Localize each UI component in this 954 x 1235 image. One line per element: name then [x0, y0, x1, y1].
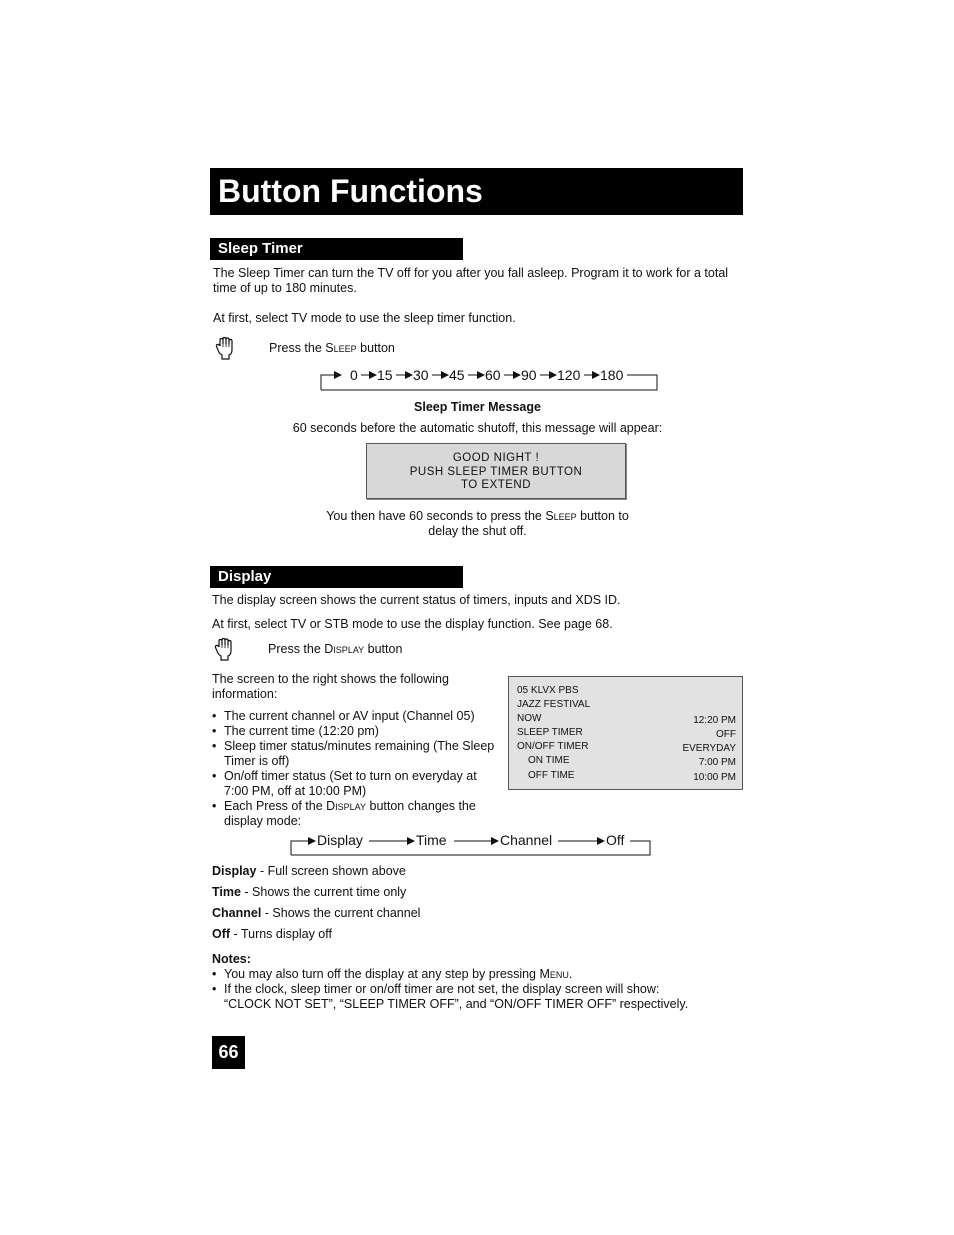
after-line2: delay the shut off.	[428, 524, 527, 538]
definition-row: Channel - Shows the current channel	[212, 906, 421, 920]
screen-row-onoff: ON/OFF TIMER EVERYDAY	[517, 741, 736, 754]
screen-intro-line1: The screen to the right shows the following	[212, 672, 449, 686]
definition-row: Off - Turns display off	[212, 927, 332, 941]
good-night-message-box	[366, 443, 626, 499]
after-prefix: You then have 60 seconds to press the	[326, 509, 546, 523]
sleep-message-heading: Sleep Timer Message	[414, 400, 541, 414]
message-line: PUSH SLEEP TIMER BUTTON	[409, 465, 583, 478]
cycle-value-label: 45	[449, 367, 465, 383]
list-item: • If the clock, sleep timer or on/off timer are not set, the display screen will show: “CLOCK NOT SET”, “SLEEP TIMER OFF”, and “ON/OFF TIMER OFF” respectively.	[212, 982, 752, 1012]
list-item: • The current channel or AV input (Channel 05)	[212, 709, 507, 724]
sleep-cycle-diagram	[315, 364, 665, 394]
mode-label-channel: Channel	[500, 832, 553, 848]
message-line: GOOD NIGHT !	[452, 452, 540, 464]
page-number: 66	[212, 1036, 245, 1069]
display-intro: The display screen shows the current status of timers, inputs and XDS ID.	[212, 593, 621, 607]
display-button-name: Display	[324, 642, 365, 656]
press-prefix: Press the	[269, 341, 326, 355]
screen-program-line: JAZZ FESTIVAL	[517, 699, 591, 710]
cycle-value-label: 120	[557, 367, 581, 383]
sleep-message-intro: 60 seconds before the automatic shutoff, this message will appear:	[292, 421, 663, 435]
press-suffix: button	[356, 341, 395, 355]
display-select-mode: At first, select TV or STB mode to use the display function. See page 68.	[212, 617, 613, 631]
cycle-value-label: 180	[600, 367, 624, 383]
list-item: • The current time (12:20 pm)	[212, 724, 507, 739]
cycle-value-label: 15	[377, 367, 393, 383]
display-info-text	[212, 672, 502, 702]
page-title: Button Functions	[218, 173, 483, 209]
sleep-press-instruction	[269, 341, 395, 356]
display-mode-cycle-diagram	[285, 829, 655, 859]
notes-list	[212, 967, 752, 1012]
screen-row-now: NOW 12:20 PM	[517, 713, 736, 726]
sleep-button-name: Sleep	[325, 341, 357, 355]
title-bar	[210, 168, 743, 215]
list-item: • On/off timer status (Set to turn on everyday at 7:00 PM, off at 10:00 PM)	[212, 769, 507, 799]
cycle-value-label: 90	[521, 367, 537, 383]
press-suffix: button	[364, 642, 403, 656]
screen-row-sleep: SLEEP TIMER OFF	[517, 727, 736, 740]
display-screen-box	[508, 676, 743, 790]
cycle-value-label: 30	[413, 367, 429, 383]
display-heading: Display	[210, 566, 463, 588]
list-item: • You may also turn off the display at any step by pressing Menu.	[212, 967, 752, 982]
list-item: • Each Press of the Display button changes the display mode:	[212, 799, 507, 829]
list-item: • Sleep timer status/minutes remaining (The Sleep Timer is off)	[212, 739, 507, 769]
press-prefix: Press the	[268, 642, 325, 656]
sleep-intro-line1: The Sleep Timer can turn the TV off for you after you fall asleep. Program it to work for a total	[213, 266, 729, 280]
sleep-select-mode: At first, select TV mode to use the sleep timer function.	[213, 311, 516, 325]
mode-label-off: Off	[606, 832, 625, 848]
screen-row-offtime: OFF TIME 10:00 PM	[528, 770, 736, 783]
sleep-button-name: Sleep	[545, 509, 577, 523]
mode-label-display: Display	[317, 832, 363, 848]
display-definitions	[212, 864, 420, 948]
display-info-list	[212, 709, 507, 829]
sleep-after-text	[210, 509, 745, 539]
screen-channel-line: 05 KLVX PBS	[517, 685, 579, 696]
after-suffix: button to	[576, 509, 629, 523]
remote-hand-icon	[214, 336, 238, 360]
screen-row-ontime: ON TIME 7:00 PM	[528, 755, 736, 768]
cycle-value-label: 60	[485, 367, 501, 383]
remote-hand-icon	[213, 637, 237, 661]
cycle-value-label: 0	[350, 367, 358, 383]
mode-label-time: Time	[416, 832, 447, 848]
message-line: TO EXTEND	[460, 479, 532, 491]
notes-heading: Notes:	[212, 952, 251, 966]
screen-intro-line2: information:	[212, 687, 278, 701]
definition-row: Time - Shows the current time only	[212, 885, 407, 899]
definition-row: Display - Full screen shown above	[212, 864, 406, 878]
sleep-intro-line2: time of up to 180 minutes.	[213, 281, 357, 295]
sleep-timer-heading: Sleep Timer	[210, 238, 463, 260]
display-press-instruction	[268, 642, 402, 657]
